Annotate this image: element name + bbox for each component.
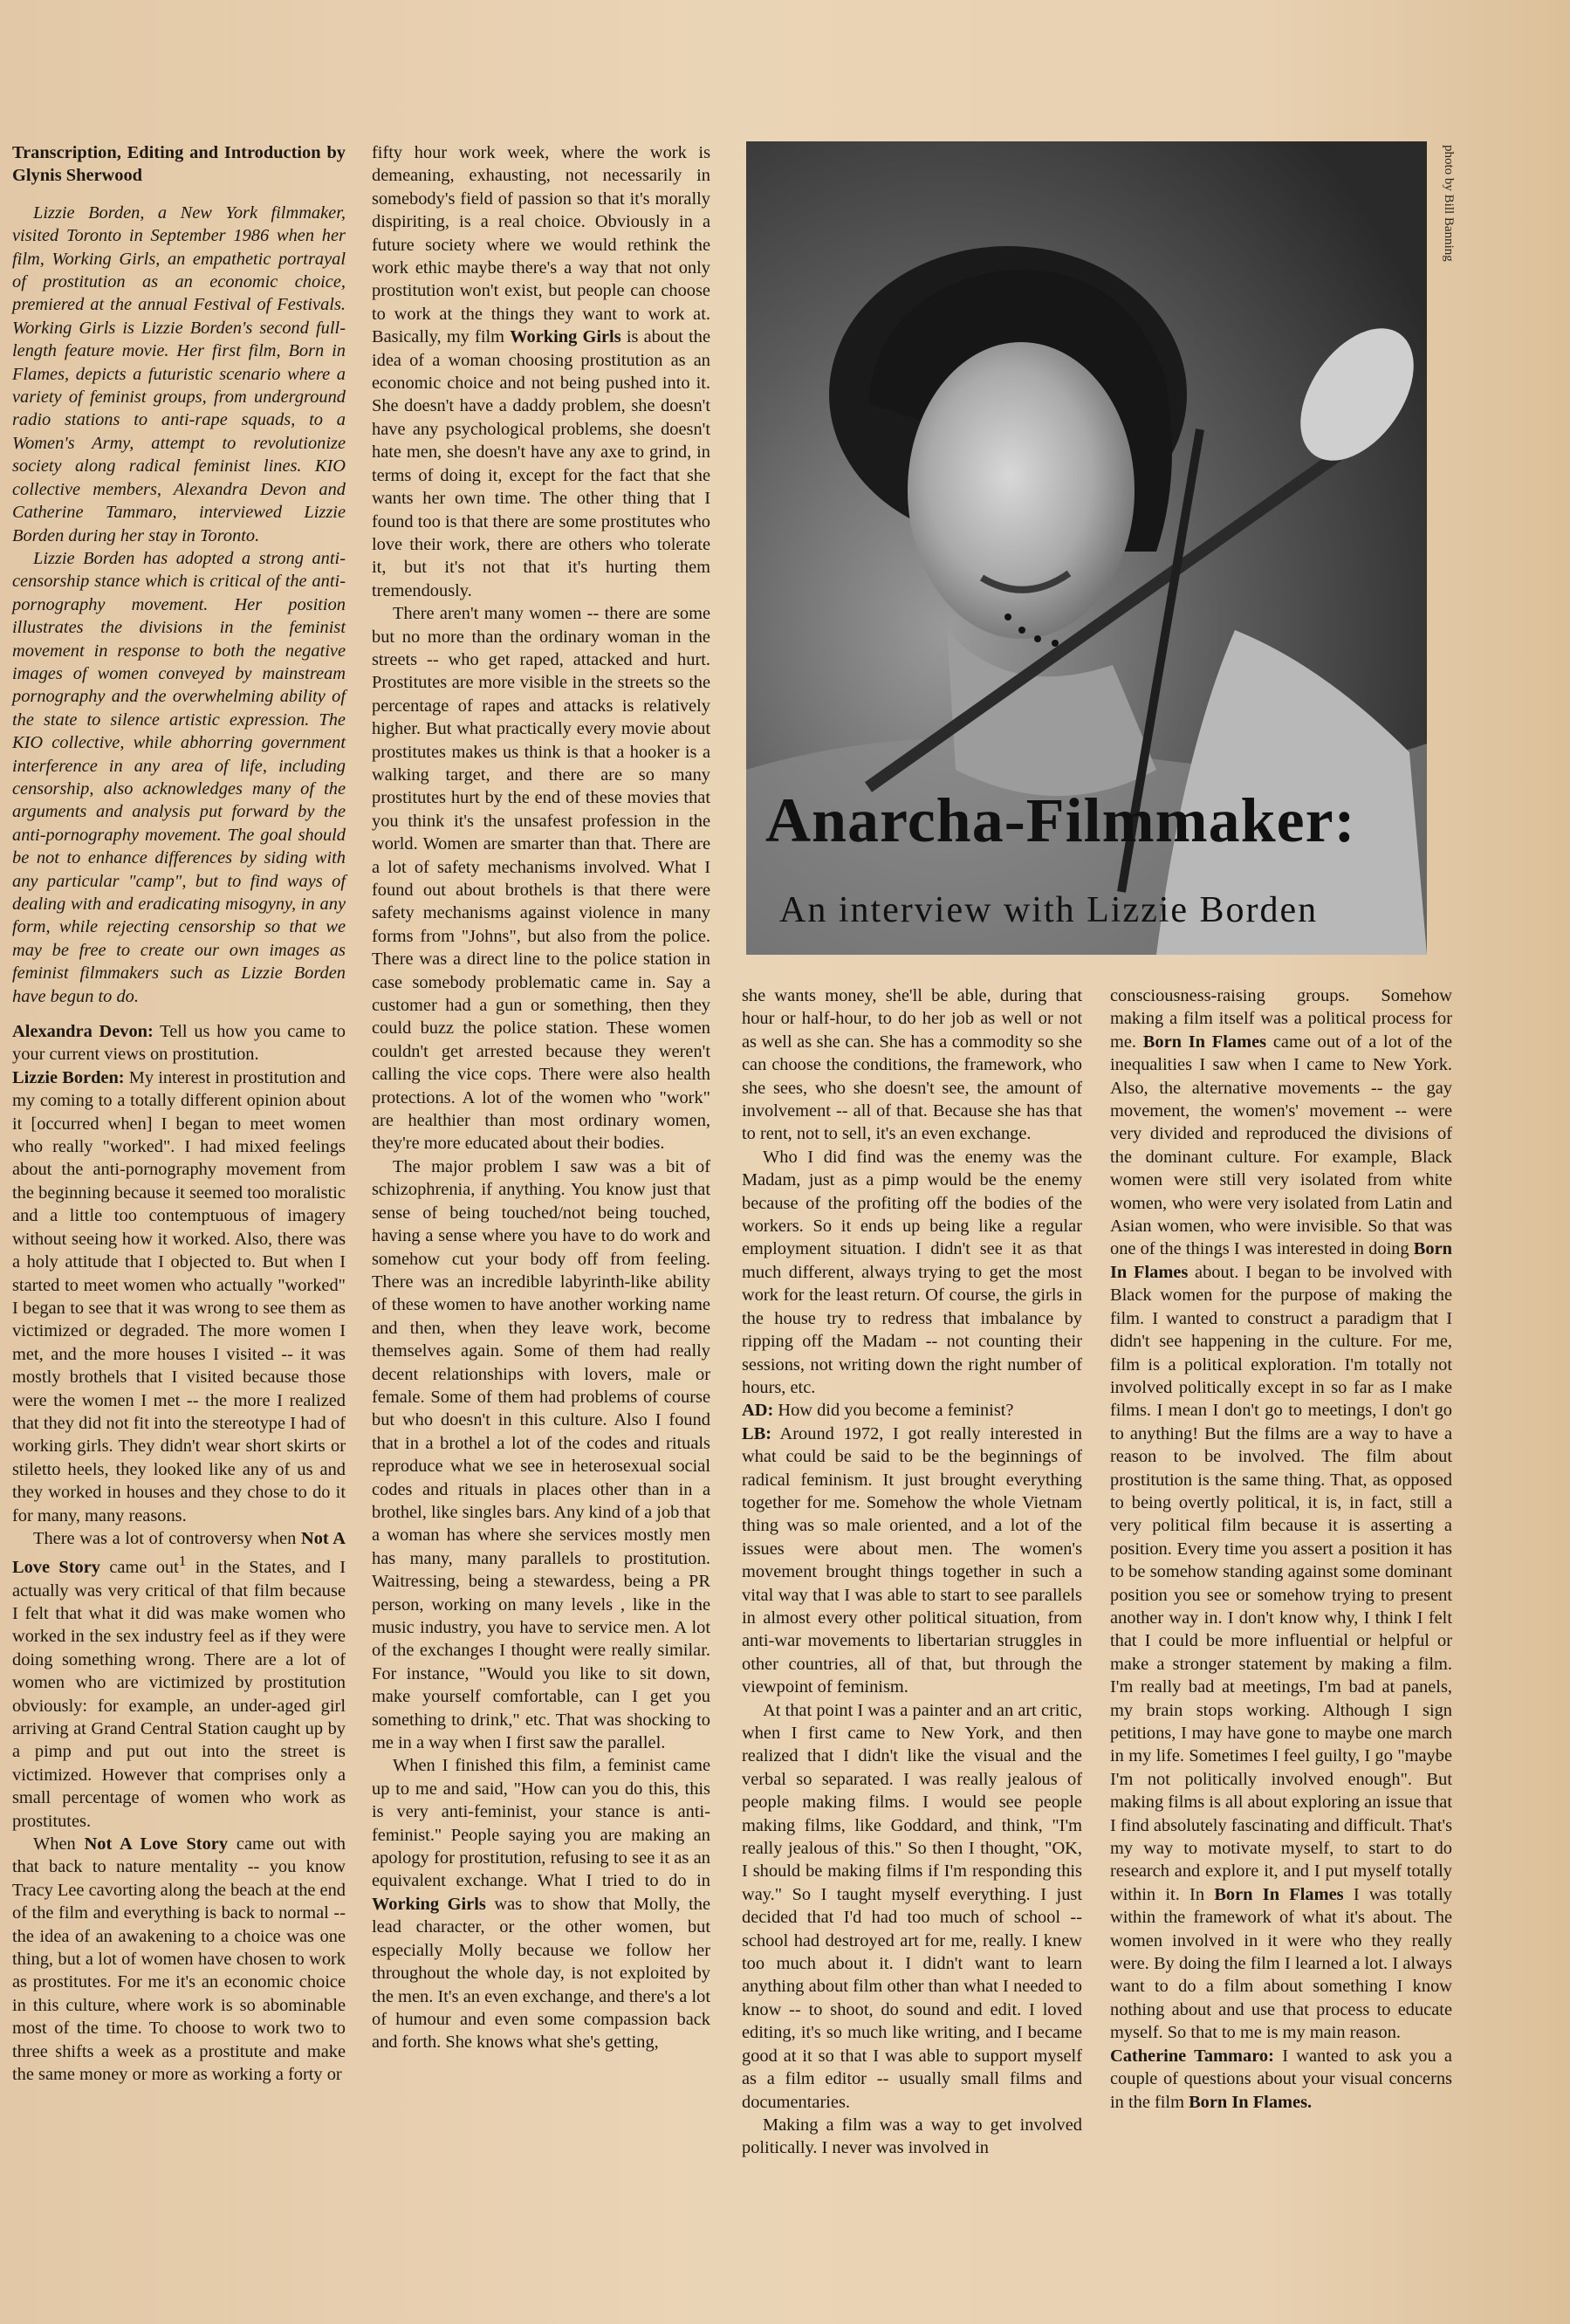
speaker-ad: Alexandra Devon:	[12, 1022, 154, 1042]
text-run: When	[33, 1834, 76, 1854]
text-run: came out of a lot of the inequalities I saw when I came to New York. Also, the alternative movements -- the gay movement, the women's' movement -- were very divided and reproduced the divisions of the dominant culture. For example, Black women were still very isolated from white women, who were very isolated from Latin and Asian women, who were invisible. So that was one of the things I was interested in doing	[1110, 1032, 1452, 1259]
film-title: Not A Love Story	[12, 1528, 346, 1578]
column-2	[372, 141, 710, 2054]
headline: Anarcha-Filmmaker:	[765, 785, 1356, 855]
column-1	[12, 141, 346, 2087]
text-run: When I finished this film, a feminist came up to me and said, "How can you do this, this is very anti-feminist, your stance is anti-feminist." People saying you are making an apology for prostitution, refusing to see it as an equivalent exchange. What I tried to do in	[372, 1756, 710, 1891]
paragraph: There aren't many women -- there are some but no more than the ordinary woman in the streets -- who get raped, attacked and hurt. Prostitutes are more visible in the streets so the percentage of rapes and attacks is relatively higher. But what practically every movie about prostitutes makes us think is that a hooker is a walking target, and there are so many prostitutes hurt by the end of these movies that you think it's the unsafest profession in the world. Women are smarter than that. There are a lot of safety mechanisms involved. What I found out about brothels is that there were safety mechanisms against violence in many forms from "Johns", but also from the police. There was a direct line to the police station in case somebody problematic came in. Say a customer had a gun or something, then they could buzz the police station. These women couldn't get arrested because they weren't calling the vice cops. There were also health protections. A lot of the women who "work" are healthier than most ordinary women, they're more educated about their bodies.	[372, 604, 710, 1154]
speaker-ct: Catherine Tammaro:	[1110, 2046, 1274, 2066]
text-run: about. I began to be involved with Black women for the purpose of making the film. I wanted to construct a paradigm that I didn't see happening in the culture. For me, film is a political exploration. I'm totally not involved politically except in so far as I make films. I mean I don't go to meetings, I don't go to anything! But the films are a way to have a reason to be involved. The film about prostitution is the same thing. That, as opposed to being overtly political, it is, in fact, still a very political film because it is asserting a position. Every time you assert a position it has to be somehow standing against some dominant position you see or somehow trying to present another way in. I don't know why, I think I felt that I could be more influential or helpful or make a stronger statement by making a film. I'm really bad at meetings, I'm bad at panels, my brain stops working. Although I sign petitions, I may have gone to maybe one march in my life. Sometimes I feel guilty, I go "maybe I'm not politically involved enough". But making films is all about exploring an issue that I find absolutely fascinating and difficult. That's my way to motivate myself, to start to do research and explore it, and I put myself totally within it. In	[1110, 1262, 1452, 1904]
speaker-ad: AD:	[742, 1401, 774, 1421]
photo-credit: photo by Bill Banning	[1442, 145, 1456, 262]
paragraph	[12, 1833, 346, 2086]
text-run: I was totally within the framework of what it's about. The women involved in it were who they really were. By doing the film I learned a lot. I always want to do a film about something I know nothing about and use that process to educate myself. So that to me is my main reason.	[1110, 1884, 1452, 2043]
footnote-marker: 1	[178, 1553, 187, 1570]
intro-paragraph-1: Lizzie Borden, a New York filmmaker, visited Toronto in September 1986 when her film, Working Girls, an empathetic portrayal of prostitution as an economic choice, premiered at the annual Festival of Festivals. Working Girls is Lizzie Borden's second full-length feature movie. Her first film, Born in Flames, depicts a futuristic scenario where a variety of feminist groups, from underground radio stations to anti-rape squads, to a Women's Army, attempt to revolutionize society along radical feminist lines. KIO collective members, Alexandra Devon and Catherine Tammaro, interviewed Lizzie Borden during her stay in Toronto.	[12, 202, 346, 545]
film-title: Born In Flames	[1142, 1032, 1267, 1052]
text-run: in the States, and I actually was very critical of that film because I felt that what it did was make women who worked in the sex industry feel as if they were doing something wrong. There are a lot of women who are victimized by prostitution obviously: for example, an under-aged girl arriving at Grand Central Station caught up by a pimp and put out into the street is victimized. However that comprises only a small percentage of women who work as prostitutes.	[12, 1558, 346, 1831]
answer-1-text: My interest in prostitution and my coming to a totally different opinion about it [occurred when] I began to meet women who really "worked". I had mixed feelings about the anti-pornography movement from the beginning because it seemed too moralistic and a little too contemptuous of imagery without seeing how it worked. Also, there was a holy attitude that I objected to. But when I started to meet women who actually "worked" I began to see that it was wrong to see them as victimized or degraded. The more women I met, and the more houses I visited -- it was mostly brothels that I visited because those were the women I met -- the more I realized that they did not fit into the stereotype I had of working girls. They didn't wear short skirts or stiletto heels, they looked like any of us and they worked in houses and they chose to do it for many, many reasons.	[12, 1067, 346, 1525]
paragraph: The major problem I saw was a bit of schizophrenia, if anything. You know just that sense of being touched/not being touched, having a sense where you have to do work and somehow cut your body off from feeling. There was an incredible labyrinth-like ability of these women to have another working name and then, when they leave work, become themselves again. Some of them had really decent relationships with lovers, male or female. Some of them had problems of course but who doesn't in this culture. Also I found that in a brothel a lot of the codes and rituals reproduce what we see in heterosexual social codes and rituals in places other than in a brothel, like singles bars. Any kind of a job that a woman has where she services mostly men has many, many parallels to prostitution. Waitressing, being a stewardess, being a PR person, working on many levels , like in the music industry, you have to service men. A lot of the exchanges I thought were really similar. For instance, "Would you like to sit down, make yourself comfortable, can I get you something to drink," etc. That was shocking to me in a way when I first saw the parallel.	[372, 1156, 710, 1753]
film-title: Not A Love Story	[84, 1834, 229, 1854]
answer-1	[12, 1066, 346, 1527]
film-title: Working Girls	[372, 1894, 486, 1914]
answer-2-text: Around 1972, I got really interested in what could be said to be the beginnings of radical feminism. It just brought everything together for me. Somehow the whole Vietnam thing was so male oriented, and a lot of the issues were about men. The women's movement brought things together in such a vital way that I was able to start to see parallels in almost every other political situation, from anti-war movements to libertarian struggles in other countries, all of that, but through the viewpoint of feminism.	[742, 1423, 1082, 1697]
question-3	[1110, 2045, 1452, 2114]
column-3	[742, 984, 1082, 2160]
text-run: came out	[109, 1558, 179, 1578]
text-run: fifty hour work week, where the work is demeaning, exhausting, not necessarily in somebody's field of passion so that it's morally dispiriting, is a real choice. Obviously in a future society where we would rethink the work ethic maybe there's a way that not only prostitution won't exist, but people can choose to work at the things they want to work at. Basically, my film	[372, 143, 710, 347]
paragraph: Making a film was a way to get involved politically. I never was involved in	[742, 2115, 1082, 2158]
film-title: Born In Flames	[1110, 1239, 1452, 1282]
question-1	[12, 1020, 346, 1066]
text-run: came out with that back to nature mentality -- you know Tracy Lee cavorting along the beach at the end of the film and everything is back to normal -- the idea of an awakening to a choice was one thing, but a lot of women have chosen to work as prostitutes. For me it's an economic choice in this culture, where work is so abominable most of the time. To choose to work two to three shifts a week as a prostitute and make the same money or more as working a forty or	[12, 1834, 346, 2085]
subheadline: An interview with Lizzie Borden	[779, 890, 1319, 930]
paragraph: At that point I was a painter and an art critic, when I first came to New York, and then realized that I didn't like the visual and the verbal so separated. I was really jealous of people making films. I would see people making films, like Goddard, and think, "I'm really jealous of this." So then I thought, "OK, I should be making films if I'm responding this way." So I taught myself everything. I just decided that I'd had too much of school -- school had destroyed art for me, really. I knew too much about it. I didn't want to learn anything about film other than what I needed to know -- to shoot, do sound and edit. I loved editing, it's so much like writing, and I became good at it so that I was able to support myself as a film editor -- usually small films and documentaries.	[742, 1700, 1082, 2112]
paragraph	[372, 1754, 710, 2053]
answer-2	[742, 1423, 1082, 1699]
question-3-text: I wanted to ask you a couple of questions about your visual concerns in the film	[1110, 2046, 1452, 2112]
text-run: was to show that Molly, the lead character, or the other women, but especially Molly because we follow her throughout the whole day, is not exploited by the men. It's an even exchange, and there's a lot of humour and even some compassion back and forth. She knows what she's getting,	[372, 1894, 710, 2053]
paragraph	[372, 141, 710, 602]
question-2-text: How did you become a feminist?	[778, 1401, 1014, 1421]
speaker-lb: Lizzie Borden:	[12, 1067, 125, 1087]
text-run: is about the idea of a woman choosing prostitution as an economic choice and not being pushed into it. She doesn't have a daddy problem, she doesn't have any psychological problems, she doesn't hate men, she doesn't have any axe to grind, in terms of doing it, except for the fact that she wants her own time. The other thing that I found too is that there are some prostitutes who love their work, there are others who tolerate it, but it's not that it's hurting them tremendously.	[372, 327, 710, 600]
film-title: Born In Flames	[1214, 1884, 1344, 1904]
question-1-text: Tell us how you came to your current views on prostitution.	[12, 1022, 346, 1065]
text-run: There was a lot of controversy when	[33, 1528, 297, 1548]
film-title: Born In Flames.	[1189, 2092, 1313, 2112]
paragraph: Who I did find was the enemy was the Madam, just as a pimp would be the enemy because of the profiting off the bodies of the workers. So it ends up being like a regular employment situation. I didn't see it as that much different, always trying to get the most work for the least return. Of course, the girls in the house try to redress that imbalance by ripping off the Madam -- not counting their sessions, not writing down the right number of hours, etc.	[742, 1147, 1082, 1397]
column-4	[1110, 984, 1452, 2114]
byline: Transcription, Editing and Introduction by Glynis Sherwood	[12, 143, 346, 186]
portrait-photo	[746, 141, 1427, 955]
paragraph	[12, 1527, 346, 1833]
speaker-lb: LB:	[742, 1423, 771, 1443]
intro-paragraph-2: Lizzie Borden has adopted a strong anti-censorship stance which is critical of the anti-pornography movement. Her position illustrates the divisions in the feminist movement in response to both the negative images of women conveyed by mainstream pornography and the overwhelming ability of the state to silence artistic expression. The KIO collective, while abhorring government interference in any area of life, including censorship, also acknowledges many of the arguments and analysis put forward by the anti-pornography movement. The goal should be not to enhance differences by siding with any particular "camp", but to find ways of dealing with and eradicating misogyny, in any form, while rejecting censorship so that we may be free to create our own images as feminist filmmakers such as Lizzie Borden have begun to do.	[12, 548, 346, 1006]
paragraph: she wants money, she'll be able, during that hour or half-hour, to do her job as well or not as well as she can. She has a commodity so she can choose the conditions, the framework, who she sees, who she doesn't see, the amount of involvement -- all of that. Because she has that to rent, not to sell, it's an even exchange.	[742, 986, 1082, 1144]
question-2	[742, 1399, 1082, 1422]
paragraph	[1110, 984, 1452, 2045]
film-title: Working Girls	[510, 327, 621, 347]
text-run: consciousness-raising groups. Somehow making a film itself was a political process for me.	[1110, 986, 1452, 1052]
